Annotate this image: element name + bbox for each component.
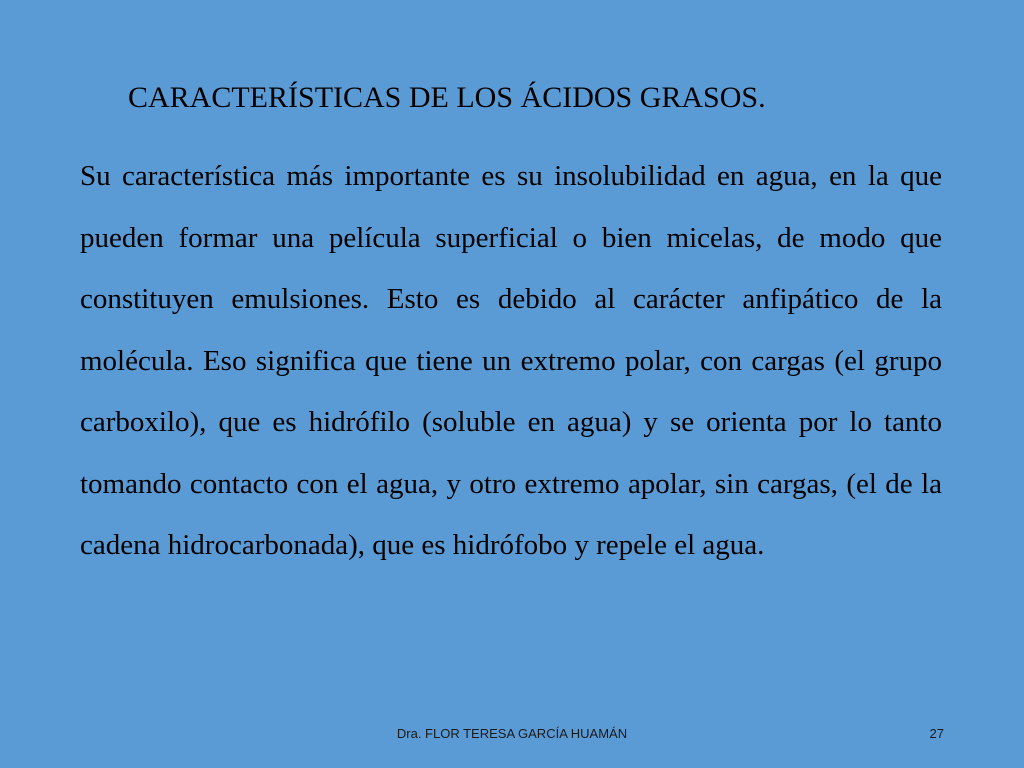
slide-footer-author: Dra. FLOR TERESA GARCÍA HUAMÁN — [396, 726, 628, 741]
slide-title: CARACTERÍSTICAS DE LOS ÁCIDOS GRASOS. — [128, 81, 766, 114]
slide-body-paragraph: Su característica más importante es su insolubilidad en agua, en la que pueden formar una película superficial o bien micelas, de modo que constituyen emulsiones. Esto es debido al carácter anfipático de la molécula. Eso significa que tiene un extremo polar, con cargas (el grupo carboxilo), que es hidrófilo (soluble en agua) y se orienta por lo tanto tomando contacto con el agua, y otro extremo apolar, sin cargas, (el de la cadena hidrocarbonada), que es hidrófobo y repele el agua. — [80, 160, 942, 561]
slide-page-number: 27 — [929, 726, 944, 741]
